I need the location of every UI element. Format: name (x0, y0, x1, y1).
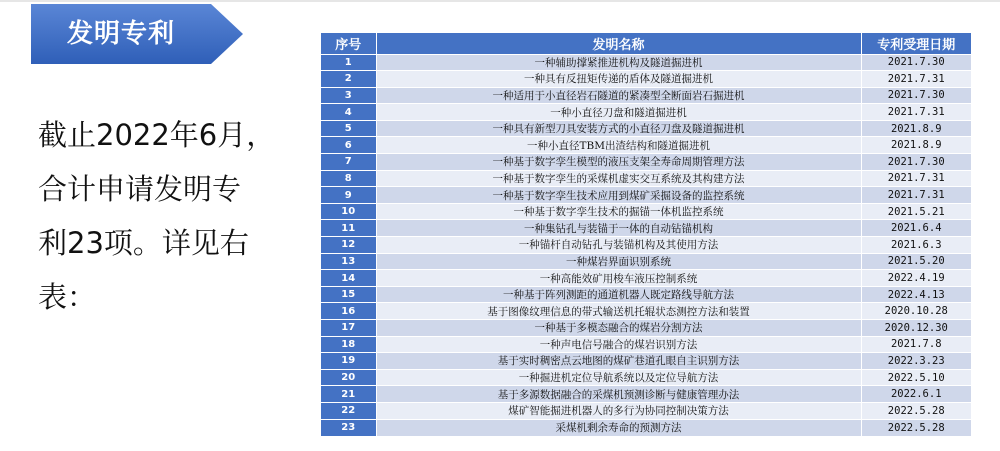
header-invention-name: 发明名称 (376, 33, 861, 54)
filing-date: 2021.7.30 (861, 87, 971, 104)
filing-date: 2021.6.4 (861, 220, 971, 237)
invention-name: 煤矿智能掘进机器人的多行为协同控制决策方法 (376, 402, 861, 419)
filing-date: 2021.7.30 (861, 54, 971, 71)
row-index: 2 (321, 71, 376, 88)
invention-name: 一种煤岩界面识别系统 (376, 253, 861, 270)
row-index: 20 (321, 369, 376, 386)
table-row (321, 54, 971, 71)
filing-date: 2021.6.3 (861, 237, 971, 254)
invention-name: 一种声电信号融合的煤岩识别方法 (376, 336, 861, 353)
row-index: 13 (321, 253, 376, 270)
filing-date: 2022.6.1 (861, 386, 971, 403)
row-index: 12 (321, 237, 376, 254)
row-index: 17 (321, 320, 376, 337)
row-index: 14 (321, 270, 376, 287)
invention-name: 一种具有新型刀具安装方式的小直径刀盘及隧道掘进机 (376, 120, 861, 137)
filing-date: 2021.5.21 (861, 203, 971, 220)
table-row (321, 253, 971, 270)
summary-text (38, 108, 278, 324)
filing-date: 2022.5.28 (861, 402, 971, 419)
table-row (321, 104, 971, 121)
table-row (321, 137, 971, 154)
invention-name: 一种小直径刀盘和隧道掘进机 (376, 104, 861, 121)
table-row (321, 303, 971, 320)
invention-name: 基于实时稠密点云地图的煤矿巷道孔眼自主识别方法 (376, 353, 861, 370)
filing-date: 2022.5.10 (861, 369, 971, 386)
title-banner (31, 4, 243, 64)
invention-name: 一种具有反扭矩传递的盾体及隧道掘进机 (376, 71, 861, 88)
summary-line: 合计申请发明专 (38, 172, 242, 206)
row-index: 5 (321, 120, 376, 137)
table-row (321, 203, 971, 220)
header-filing-date: 专利受理日期 (861, 33, 971, 54)
invention-name: 一种适用于小直径岩石隧道的紧凑型全断面岩石掘进机 (376, 87, 861, 104)
row-index: 22 (321, 402, 376, 419)
row-index: 21 (321, 386, 376, 403)
invention-name: 一种小直径TBM出渣结构和隧道掘进机 (376, 137, 861, 154)
row-index: 7 (321, 154, 376, 171)
invention-name: 一种基于多模态融合的煤岩分割方法 (376, 320, 861, 337)
row-index: 1 (321, 54, 376, 71)
invention-name: 一种集钻孔与装锚于一体的自动钻锚机构 (376, 220, 861, 237)
filing-date: 2021.7.31 (861, 104, 971, 121)
row-index: 4 (321, 104, 376, 121)
table-row (321, 71, 971, 88)
table-row (321, 87, 971, 104)
row-index: 15 (321, 286, 376, 303)
table-row (321, 353, 971, 370)
invention-name: 一种基于数字孪生模型的液压支架全寿命周期管理方法 (376, 154, 861, 171)
filing-date: 2022.5.28 (861, 419, 971, 436)
filing-date: 2021.5.20 (861, 253, 971, 270)
invention-name: 一种基于数字孪生技术应用到煤矿采掘设备的监控系统 (376, 187, 861, 204)
row-index: 19 (321, 353, 376, 370)
row-index: 23 (321, 419, 376, 436)
invention-name: 一种掘进机定位导航系统以及定位导航方法 (376, 369, 861, 386)
table-row (321, 402, 971, 419)
row-index: 10 (321, 203, 376, 220)
table-row (321, 187, 971, 204)
header-index: 序号 (321, 33, 376, 54)
top-divider (0, 0, 1000, 2)
invention-name: 一种锚杆自动钻孔与装锚机构及其使用方法 (376, 237, 861, 254)
filing-date: 2020.12.30 (861, 320, 971, 337)
table-row (321, 419, 971, 436)
table-row (321, 270, 971, 287)
filing-date: 2022.4.19 (861, 270, 971, 287)
invention-name: 一种高能效矿用梭车液压控制系统 (376, 270, 861, 287)
table-row (321, 286, 971, 303)
table-row (321, 170, 971, 187)
row-index: 8 (321, 170, 376, 187)
filing-date: 2022.3.23 (861, 353, 971, 370)
row-index: 6 (321, 137, 376, 154)
invention-name: 基于多源数据融合的采煤机预测诊断与健康管理办法 (376, 386, 861, 403)
summary-line: 表： (38, 280, 97, 314)
table-row (321, 120, 971, 137)
filing-date: 2020.10.28 (861, 303, 971, 320)
filing-date: 2021.7.8 (861, 336, 971, 353)
filing-date: 2021.8.9 (861, 137, 971, 154)
filing-date: 2021.7.31 (861, 170, 971, 187)
filing-date: 2021.7.31 (861, 187, 971, 204)
row-index: 3 (321, 87, 376, 104)
table-row (321, 154, 971, 171)
filing-date: 2021.7.30 (861, 154, 971, 171)
invention-name: 基于图像纹理信息的带式输送机托辊状态测控方法和装置 (376, 303, 861, 320)
row-index: 18 (321, 336, 376, 353)
summary-line: 截止2022年6月， (38, 118, 276, 152)
summary-line: 利23项。详见右 (38, 226, 249, 260)
invention-name: 一种基于数字孪生技术的掘锚一体机监控系统 (376, 203, 861, 220)
row-index: 11 (321, 220, 376, 237)
filing-date: 2021.7.31 (861, 71, 971, 88)
filing-date: 2021.8.9 (861, 120, 971, 137)
filing-date: 2022.4.13 (861, 286, 971, 303)
table-row (321, 237, 971, 254)
invention-name: 一种基于阵列测距的通道机器人既定路线导航方法 (376, 286, 861, 303)
table-header-row (321, 33, 971, 54)
invention-name: 一种辅助撑紧推进机构及隧道掘进机 (376, 54, 861, 71)
page-title: 发明专利 (66, 19, 175, 49)
table-row (321, 320, 971, 337)
table-row (321, 220, 971, 237)
table-row (321, 336, 971, 353)
patent-table (321, 33, 971, 436)
row-index: 9 (321, 187, 376, 204)
invention-name: 采煤机剩余寿命的预测方法 (376, 419, 861, 436)
table-row (321, 386, 971, 403)
row-index: 16 (321, 303, 376, 320)
table-row (321, 369, 971, 386)
invention-name: 一种基于数字孪生的采煤机虚实交互系统及其构建方法 (376, 170, 861, 187)
